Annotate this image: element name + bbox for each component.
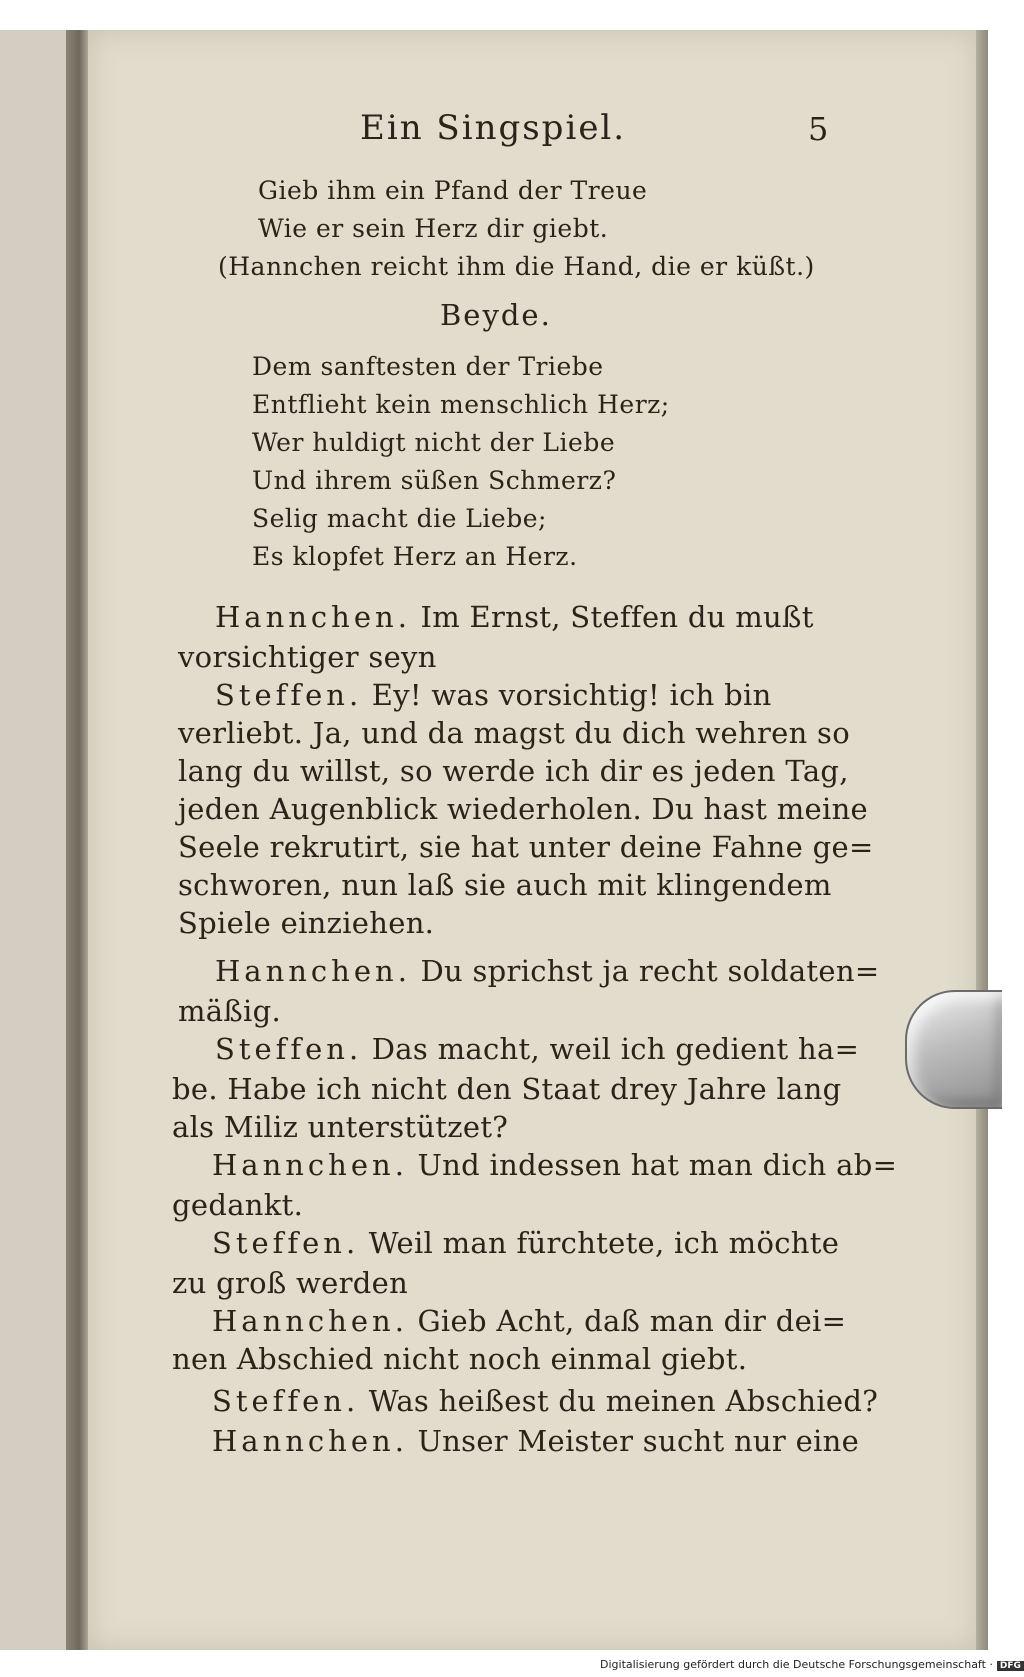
dialog-speaker: Steffen.	[212, 1384, 360, 1418]
dialog-line	[215, 600, 814, 634]
dialog-text: nen Abschied nicht noch einmal giebt.	[172, 1342, 748, 1376]
dialog-line	[212, 1384, 878, 1418]
dialog-speaker: Hannchen.	[212, 1148, 408, 1182]
dialog-speaker: Steffen.	[215, 1032, 363, 1066]
page-clip	[905, 990, 1002, 1109]
dialog-text: lang du willst, so werde ich dir es jeden Tag,	[178, 754, 849, 788]
dialog-line	[172, 1072, 841, 1106]
dialog-text: Das macht, weil ich gedient ha=	[362, 1032, 860, 1066]
dialog-text: Gieb Acht, daß man dir dei=	[407, 1304, 847, 1338]
dialog-text: be. Habe ich nicht den Staat drey Jahre lang	[172, 1072, 842, 1106]
dialog-line	[172, 1342, 747, 1376]
dialog-text: verliebt. Ja, und da magst du dich wehren so	[178, 716, 851, 750]
facing-page-strip	[0, 30, 66, 1650]
dialog-speaker: Hannchen.	[212, 1424, 408, 1458]
dialog-line	[172, 1188, 303, 1222]
dialog-line	[178, 716, 850, 750]
dialog-speaker: Steffen.	[212, 1226, 360, 1260]
verse-line: Wer huldigt nicht der Liebe	[252, 428, 616, 457]
dialog-text: schworen, nun laß sie auch mit klingendem	[178, 868, 832, 902]
page-edge	[976, 30, 988, 1650]
speaker-heading: Beyde.	[440, 298, 552, 332]
dialog-speaker: Hannchen.	[215, 600, 411, 634]
verse-line: Selig macht die Liebe;	[252, 504, 547, 533]
book-spine-shadow	[66, 30, 90, 1650]
stage-direction: (Hannchen reicht ihm die Hand, die er küßt.)	[218, 252, 815, 281]
dialog-speaker: Hannchen.	[212, 1304, 408, 1338]
dialog-text: vorsichtiger seyn	[178, 640, 437, 674]
footer-text: Digitalisierung gefördert durch die Deutsche Forschungsgemeinschaft ·	[600, 1658, 993, 1671]
dialog-speaker: Steffen.	[215, 678, 363, 712]
dialog-text: gedankt.	[172, 1188, 304, 1222]
digitization-footer	[600, 1658, 1024, 1671]
dialog-text: als Miliz unterstützet?	[172, 1110, 509, 1144]
dialog-line	[178, 754, 849, 788]
dialog-text: Du sprichst ja recht soldaten=	[410, 954, 880, 988]
dialog-speaker: Hannchen.	[215, 954, 411, 988]
dialog-text: Unser Meister sucht nur eine	[407, 1424, 860, 1458]
dialog-line	[178, 792, 868, 826]
dialog-line	[178, 640, 437, 674]
dialog-text: Weil man fürchtete, ich möchte	[359, 1226, 840, 1260]
dialog-line	[215, 954, 879, 988]
verse-line: Es klopfet Herz an Herz.	[252, 542, 578, 571]
dialog-line	[215, 1032, 859, 1066]
dialog-line	[212, 1148, 897, 1182]
dialog-line	[178, 868, 832, 902]
page-number: 5	[808, 110, 829, 148]
dialog-text: jeden Augenblick wiederholen. Du hast meine	[178, 792, 869, 826]
dialog-text: Ey! was vorsichtig! ich bin	[362, 678, 772, 712]
dialog-text: Seele rekrutirt, sie hat unter deine Fahne ge=	[178, 830, 874, 864]
dialog-line	[178, 906, 434, 940]
dialog-text: Und indessen hat man dich ab=	[407, 1148, 898, 1182]
dialog-line	[212, 1304, 846, 1338]
dialog-text: zu groß werden	[172, 1266, 409, 1300]
dialog-text: Was heißest du meinen Abschied?	[359, 1384, 879, 1418]
verse-line: Und ihrem süßen Schmerz?	[252, 466, 617, 495]
verse-line: Gieb ihm ein Pfand der Treue	[258, 176, 648, 205]
dfg-logo: DFG	[997, 1661, 1024, 1671]
dialog-line	[212, 1226, 839, 1260]
verse-line: Entflieht kein menschlich Herz;	[252, 390, 670, 419]
dialog-line	[178, 994, 281, 1028]
dialog-text: mäßig.	[178, 994, 282, 1028]
dialog-text: Spiele einziehen.	[178, 906, 435, 940]
dialog-line	[212, 1424, 859, 1458]
dialog-text: Im Ernst, Steffen du mußt	[410, 600, 814, 634]
verse-line: Wie er sein Herz dir giebt.	[258, 214, 609, 243]
verse-line: Dem sanftesten der Triebe	[252, 352, 604, 381]
running-header-title: Ein Singspiel.	[360, 108, 627, 148]
dialog-line	[215, 678, 772, 712]
dialog-line	[178, 830, 874, 864]
dialog-line	[172, 1110, 508, 1144]
dialog-line	[172, 1266, 408, 1300]
